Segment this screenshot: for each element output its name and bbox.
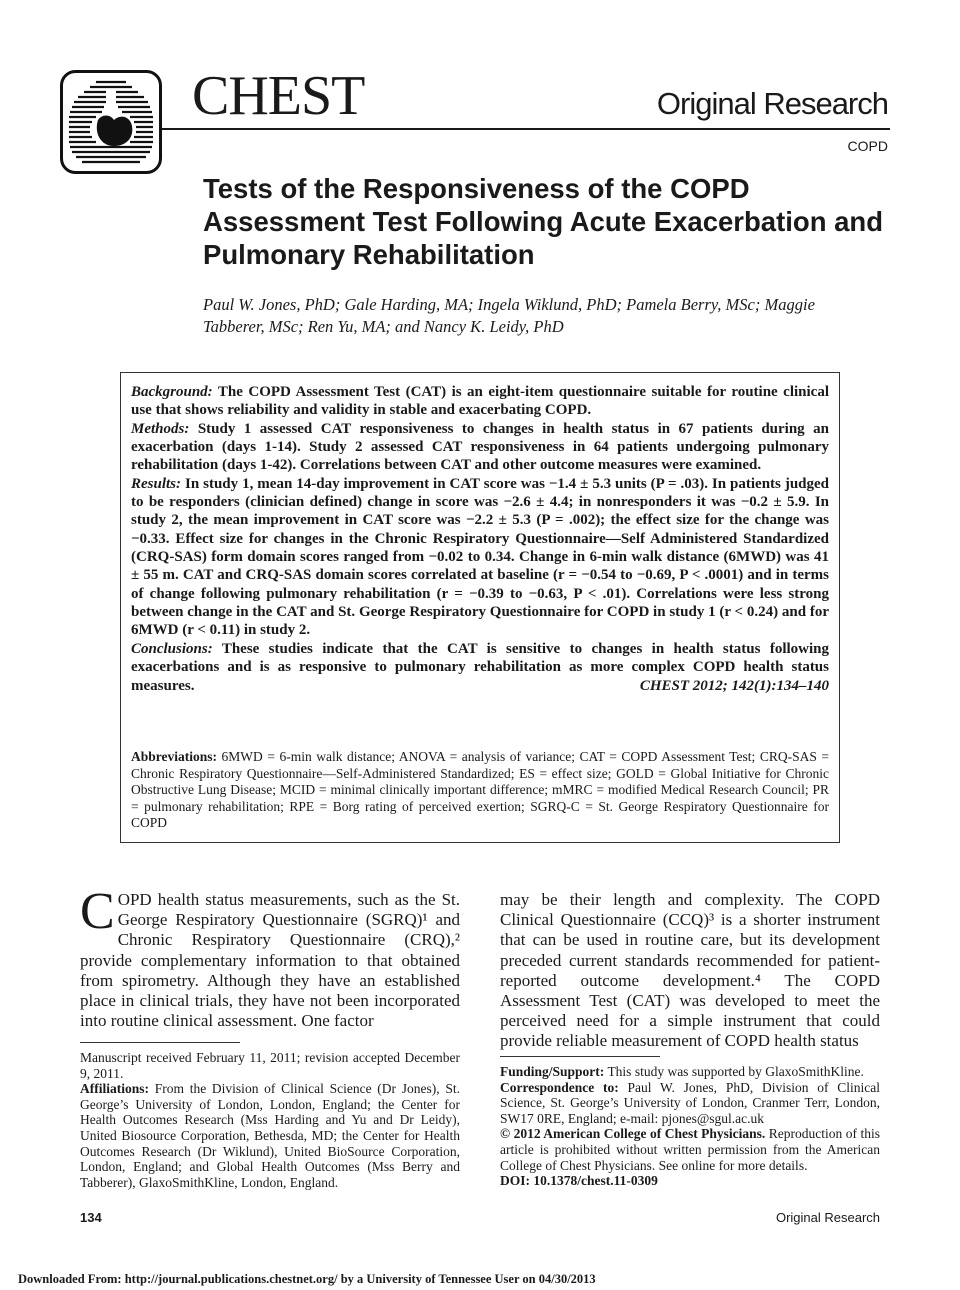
copyright-text: Reproduction of this article is prohibited without written permission from the American College of Chest Physicians. See online for more details. [500,1126,880,1173]
topic-label: COPD [847,138,888,154]
abbrev-label: Abbreviations: [131,749,218,764]
methods-text: Study 1 assessed CAT responsiveness to changes in health status in 67 patients during an exacerbation (days 1-14). Study 2 assessed CAT responsiveness in 64 patients undergoing pulmonary rehabilitation (days 1-42). Correlations between CAT and other outcome measures were examined. [131,420,829,474]
doi-value[interactable]: 10.1378/chest.11-0309 [533,1173,658,1189]
funding-label: Funding/Support: [500,1064,605,1079]
conclusions-label: Conclusions: [131,640,213,657]
background-label: Background: [131,384,213,400]
background-text: The COPD Assessment Test (CAT) is an eight-item questionnaire suitable for routine clinical use that shows reliability and validity in stable and exacerbating COPD. [131,384,829,419]
manuscript-dates: Manuscript received February 11, 2011; revision accepted December 9, 2011. [80,1050,460,1081]
page-number: 134 [80,1210,102,1225]
abstract-text [131,383,829,695]
abbrev-text: 6MWD = 6-min walk distance; ANOVA = analysis of variance; CAT = COPD Assessment Test; CRQ-SAS = Chronic Respiratory Questionnaire—Self-Administered Standardized; ES = effect size; GOLD = Global Initiative for Chronic Obstructive Lung Disease; MCID = minimal clinically important difference; mMRC = modified Medical Research Council; PR = pulmonary rehabilitation; RPE = Borg rating of perceived exertion; SGRQ-C = St. George Respiratory Questionnaire for COPD [131,749,829,831]
abstract-background [131,383,829,420]
header-rule [162,128,890,130]
footnote-rule-right [500,1056,660,1057]
copyright [500,1126,880,1173]
abstract-conclusions [131,640,829,695]
funding-text: This study was supported by GlaxoSmithKline. [607,1064,864,1079]
footnotes-right [500,1064,880,1189]
correspondence-text: Paul W. Jones, PhD, Division of Clinical Science, St. George’s University of London, Cranmer Terr, London, SW17 0RE, England; e-mail: pjones@sgul.ac.uk [500,1079,880,1126]
doi-label: DOI: [500,1173,530,1189]
abstract-results [131,475,829,640]
affiliations-text: From the Division of Clinical Science (Dr Jones), St. George’s University of London, London, England; the Center for Health Outcomes Research (Mss Harding and Yu and Dr Leidy), United Biosource Corporation, Bethesda, MD; the Center for Health Outcomes Research (Dr Wiklund), United BioSource Corporation, London, England; and Global Health Outcomes (Mss Berry and Tabberer), GlaxoSmithKline, London, England. [80,1081,460,1190]
affiliations-label: Affiliations: [80,1081,149,1097]
journal-logo [60,70,162,174]
abbreviations [131,749,829,832]
results-text: In study 1, mean 14-day improvement in CAT score was −1.4 ± 5.3 units (P = .03). In patients judged to be responders (clinician defined) change in score was −2.6 ± 4.4; in nonresponders it was −0.2 ± 5.9. In study 2, the mean improvement in CAT score was −2.2 ± 5.3 (P = .002); the effect size for the change was −0.33. Effect size for changes in the Chronic Respiratory Questionnaire—Self Administered Standardized (CRQ-SAS) form domain scores ranged from −0.02 to 0.34. Change in 6-min walk distance (6MWD) was 41 ± 55 m. CAT and CRQ-SAS domain scores correlated at baseline (r = −0.54 to −0.69, P < .0001) and in terms of change following pulmonary rehabilitation (r = −0.39 to −0.63, P < .01). Correlations were less strong between change in the CAT and St. George Respiratory Questionnaire for COPD in study 1 (r < 0.24) and for 6MWD (r < 0.11) in study 2. [131,475,830,639]
body-column-left [80,883,460,1031]
author-list: Paul W. Jones, PhD; Gale Harding, MA; Ingela Wiklund, PhD; Pamela Berry, MSc; Maggie Tabberer, MSc; Ren Yu, MA; and Nancy K. Leidy, PhD [203,295,815,336]
download-notice: Downloaded From: http://journal.publications.chestnet.org/ by a University of Tennessee User on 04/30/2013 [18,1272,596,1286]
drop-cap: C [80,883,115,940]
article-title: Tests of the Responsiveness of the COPD Assessment Test Following Acute Exacerbation and Pulmonary Rehabilitation [203,173,884,270]
abstract-box [120,372,840,843]
copyright-label: © 2012 American College of Chest Physicians. [500,1126,766,1142]
correspondence [500,1080,880,1127]
footer-section-label: Original Research [775,1210,880,1225]
affiliations [80,1081,460,1190]
section-label: Original Research [656,86,888,121]
methods-label: Methods: [131,420,190,437]
body-text-left: OPD health status measurements, such as the St. George Respiratory Questionnaire (SGRQ)¹ and Chronic Respiratory Questionnaire (CRQ),² provide complementary information to that obtained from spirometry. Although they have an established place in clinical trials, they have not been incorporated into routine clinical assessment. One factor [80,890,460,1031]
funding [500,1064,880,1080]
abstract-methods [131,420,829,475]
results-label: Results: [131,475,182,492]
journal-name: CHEST [192,65,365,127]
footnotes-left [80,1050,460,1190]
correspondence-label: Correspondence to: [500,1079,619,1095]
citation: CHEST 2012; 142(1):134–140 [639,677,829,694]
doi [500,1173,880,1189]
footnote-rule-left [80,1042,240,1043]
conclusions-text: These studies indicate that the CAT is sensitive to changes in health status following exacerbations and is as responsive to pulmonary rehabilitation as more complex COPD health status measures. [131,640,829,694]
body-column-right: may be their length and complexity. The COPD Clinical Questionnaire (CCQ)³ is a shorter instrument that can be used in routine care, but its development preceded current standards recommended for patient-reported outcome development.⁴ The COPD Assessment Test (CAT) was developed to meet the perceived need for a simple instrument that could provide reliable measurement of COPD health status [500,890,880,1051]
